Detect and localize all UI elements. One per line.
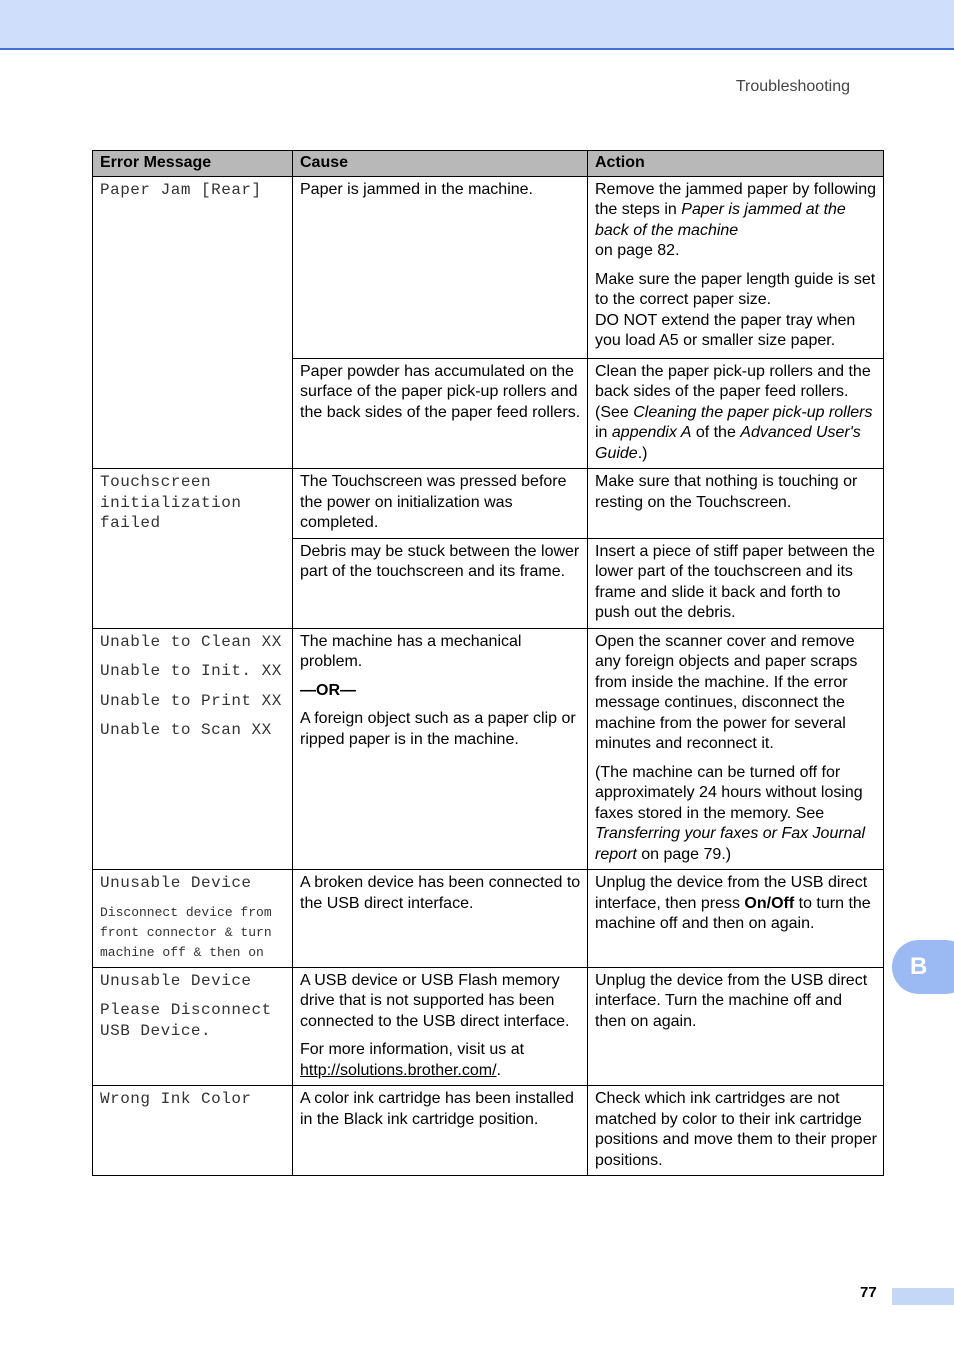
or-separator: —OR— bbox=[300, 681, 356, 699]
error-message-cell bbox=[93, 469, 293, 629]
action-text: Check which ink cartridges are not matched by color to their ink cartridge positions and move them to their proper positions. bbox=[595, 1090, 877, 1169]
section-title: Troubleshooting bbox=[735, 78, 850, 95]
cause-cell bbox=[293, 176, 588, 358]
header-cause: Cause bbox=[293, 151, 588, 177]
troubleshooting-table bbox=[92, 150, 884, 1176]
action-cell bbox=[588, 967, 884, 1086]
action-cell bbox=[588, 469, 884, 539]
cause-text: A color ink cartridge has been installed in the Black ink cartridge position. bbox=[300, 1090, 574, 1128]
error-message-cell bbox=[93, 870, 293, 968]
cause-cell bbox=[293, 1086, 588, 1176]
error-message: Unusable Device bbox=[100, 971, 252, 990]
cause-text: A broken device has been connected to the USB direct interface. bbox=[300, 874, 581, 912]
cause-cell bbox=[293, 358, 588, 469]
cause-text: Debris may be stuck between the lower part of the touchscreen and its frame. bbox=[300, 542, 580, 580]
table-row bbox=[93, 967, 884, 1086]
table-row bbox=[93, 870, 884, 968]
action-text: Make sure that nothing is touching or resting on the Touchscreen. bbox=[595, 473, 858, 511]
cross-reference: Advanced User's Guide bbox=[595, 424, 861, 462]
cause-text: The Touchscreen was pressed before the power on initialization was completed. bbox=[300, 473, 567, 531]
cause-cell bbox=[293, 870, 588, 968]
error-message: Please Disconnect USB Device. bbox=[100, 1001, 272, 1040]
cause-text: Paper is jammed in the machine. bbox=[300, 180, 533, 198]
cross-reference: Cleaning the paper pick-up rollers bbox=[633, 403, 873, 421]
table-row bbox=[93, 176, 884, 358]
cause-text: A foreign object such as a paper clip or ripped paper is in the machine. bbox=[300, 710, 576, 748]
cause-cell bbox=[293, 469, 588, 539]
footer-bar bbox=[892, 1288, 954, 1305]
cause-cell bbox=[293, 967, 588, 1086]
table-row bbox=[93, 628, 884, 870]
error-message-detail: Disconnect device from front connector & turn machine off & then on bbox=[100, 904, 272, 960]
action-text: Remove the jammed paper by following the steps in Paper is jammed at the back of the machine on page 82. bbox=[595, 180, 877, 259]
cause-text: The machine has a mechanical problem. bbox=[300, 632, 522, 670]
action-text: Open the scanner cover and remove any foreign objects and paper scraps from inside the machine. If the error message continues, disconnect the machine from the power for several minutes and reconnect it. bbox=[595, 632, 858, 752]
action-cell bbox=[588, 1086, 884, 1176]
error-message-cell bbox=[93, 1086, 293, 1176]
error-message: Unusable Device bbox=[100, 874, 252, 892]
error-message: Touchscreen initialization failed bbox=[100, 473, 242, 532]
cause-text: For more information, visit us at http://solutions.brother.com/. bbox=[300, 1041, 525, 1079]
action-cell bbox=[588, 538, 884, 628]
cross-reference: Paper is jammed at the back of the machine bbox=[595, 201, 846, 239]
cause-cell bbox=[293, 538, 588, 628]
error-message: Unable to Scan XX bbox=[100, 721, 272, 739]
action-text: Unplug the device from the USB direct interface, then press On/Off to turn the machine off and then on again. bbox=[595, 874, 871, 932]
header-band bbox=[0, 0, 954, 50]
cross-reference: appendix A bbox=[611, 424, 692, 441]
error-message: Unable to Print XX bbox=[100, 691, 282, 710]
appendix-tab: B bbox=[892, 940, 954, 994]
action-text: Insert a piece of stiff paper between the lower part of the touchscreen and its frame and slide it back and forth to push out the debris. bbox=[595, 542, 875, 621]
error-message-cell bbox=[93, 967, 293, 1086]
header-action: Action bbox=[588, 151, 884, 177]
action-text: Make sure the paper length guide is set to the correct paper size. DO NOT extend the paper tray when you load A5 or smaller size paper. bbox=[595, 270, 876, 349]
action-cell bbox=[588, 176, 884, 358]
error-message: Unable to Init. XX bbox=[100, 662, 282, 680]
cause-text: Paper powder has accumulated on the surface of the paper pick-up rollers and the back sides of the paper feed rollers. bbox=[300, 362, 581, 421]
header-error-message: Error Message bbox=[93, 151, 293, 177]
key-name: On/Off bbox=[744, 894, 795, 912]
table-row bbox=[93, 469, 884, 539]
action-text: Unplug the device from the USB direct interface. Turn the machine off and then on again. bbox=[595, 971, 868, 1030]
action-text: Clean the paper pick-up rollers and the back sides of the paper feed rollers. (See Cleaning the paper pick-up rollers in appendix A of the Advanced User's Guide.) bbox=[595, 362, 873, 462]
action-text: (The machine can be turned off for approximately 24 hours without losing faxes stored in the memory. See Transferring your faxes or Fax Journal report on page 79.) bbox=[595, 763, 866, 863]
table-header-row bbox=[93, 151, 884, 177]
cause-cell bbox=[293, 628, 588, 870]
support-link[interactable]: http://solutions.brother.com/ bbox=[300, 1061, 497, 1079]
error-message-cell bbox=[93, 176, 293, 469]
action-cell bbox=[588, 358, 884, 469]
error-message: Wrong Ink Color bbox=[100, 1090, 252, 1108]
cross-reference: Transferring your faxes or Fax Journal report bbox=[595, 825, 866, 863]
error-message: Paper Jam [Rear] bbox=[100, 180, 262, 199]
action-cell bbox=[588, 628, 884, 870]
action-cell bbox=[588, 870, 884, 968]
error-message: Unable to Clean XX bbox=[100, 632, 282, 651]
error-message-cell bbox=[93, 628, 293, 870]
cause-text: A USB device or USB Flash memory drive that is not supported has been connected to the USB direct interface. bbox=[300, 971, 570, 1030]
page-number: 77 bbox=[860, 1284, 877, 1301]
table-row bbox=[93, 1086, 884, 1176]
